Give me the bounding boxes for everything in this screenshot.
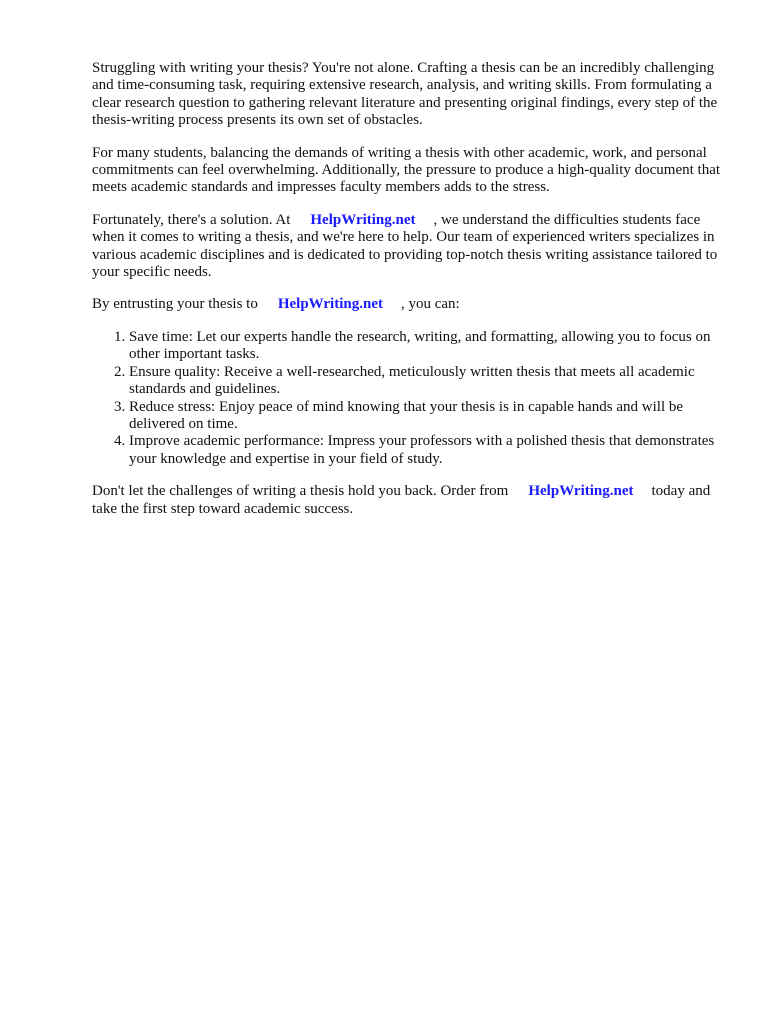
list-item: 4. Improve academic performance: Impress your professors with a polished thesis that demonstrates your knowledge and expertise in your field of study. <box>129 433 732 468</box>
cta-text-before: Don't let the challenges of writing a thesis hold you back. Order from <box>92 483 509 500</box>
list-item: 3. Reduce stress: Enjoy peace of mind knowing that your thesis is in capable hands and will be delivered on time. <box>129 399 732 434</box>
helpwriting-link[interactable]: HelpWriting.net <box>310 211 416 228</box>
list-item: 1. Save time: Let our experts handle the research, writing, and formatting, allowing you to focus on other important tasks. <box>129 329 732 364</box>
benefits-list <box>92 329 732 468</box>
solution-paragraph <box>92 212 732 282</box>
call-to-action-paragraph <box>92 483 732 518</box>
benefits-intro-paragraph <box>92 296 732 313</box>
benefits-text-after: , you can: <box>400 296 460 313</box>
solution-text-before: Fortunately, there's a solution. At <box>92 211 291 228</box>
intro-paragraph: Struggling with writing your thesis? You're not alone. Crafting a thesis can be an incredibly challenging and time-consuming task, requiring extensive research, analysis, and writing skills. From formulating a clear research question to gathering relevant literature and presenting original findings, every step of the thesis-writing process presents its own set of obstacles. <box>92 60 718 129</box>
helpwriting-link[interactable]: HelpWriting.net <box>277 296 383 313</box>
benefits-text-before: By entrusting your thesis to <box>92 296 258 313</box>
challenges-paragraph: For many students, balancing the demands of writing a thesis with other academic, work, and personal commitments can feel overwhelming. Additionally, the pressure to produce a high-quality document that meets academic standards and impresses faculty members adds to the stress. <box>92 144 721 196</box>
helpwriting-link[interactable]: HelpWriting.net <box>528 483 634 500</box>
solution-text-after: , we understand the difficulties students face when it comes to writing a thesis, and we're here to help. Our team of experienced writers specializes in various academic disciplines and is dedicated to providing top-notch thesis writing assistance tailored to your specific needs. <box>92 211 718 281</box>
cta-text-after: today and take the first step toward academic success. <box>92 483 711 517</box>
list-item: 2. Ensure quality: Receive a well-researched, meticulously written thesis that meets all academic standards and guidelines. <box>129 364 732 399</box>
document-page <box>92 60 732 533</box>
